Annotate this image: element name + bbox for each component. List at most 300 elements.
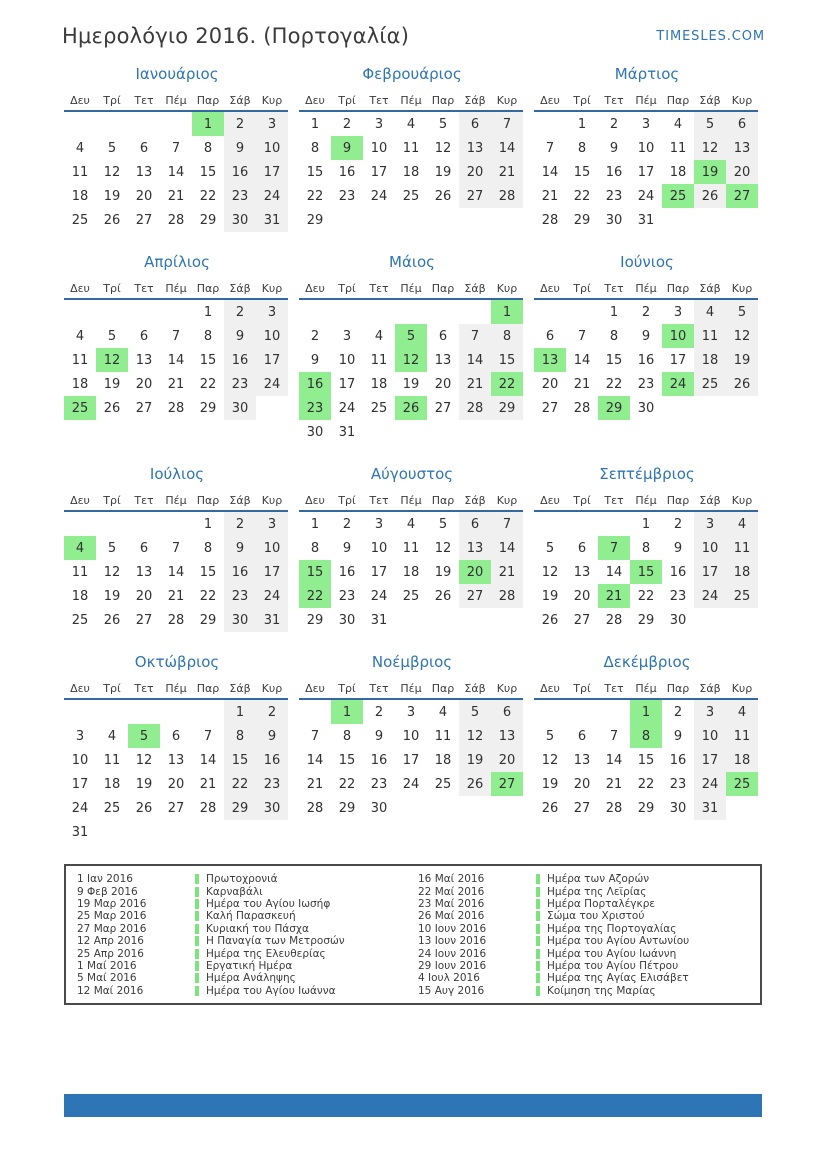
- holiday-marker-bar: [195, 911, 199, 921]
- legend-entry: [72, 898, 413, 910]
- empty-cell: [128, 111, 160, 136]
- day-cell: 28: [541, 212, 559, 228]
- day-header: Δευ: [64, 278, 96, 299]
- day-cell: 16: [224, 160, 256, 184]
- day-header: Πέμ: [395, 278, 427, 299]
- month-calendar: [534, 64, 760, 232]
- week-row: [299, 748, 523, 772]
- week-row: [299, 348, 523, 372]
- day-cell: 26: [103, 212, 121, 228]
- day-cell: 27: [573, 612, 591, 628]
- holiday-day-cell: 4: [64, 536, 96, 560]
- empty-cell: [459, 796, 491, 820]
- week-row: [64, 324, 288, 348]
- day-cell: 20: [573, 776, 591, 792]
- day-cell: 30: [306, 424, 324, 440]
- day-cell: 19: [402, 376, 420, 392]
- day-header: Τρί: [96, 490, 128, 511]
- holiday-marker-bar: [195, 949, 199, 959]
- empty-cell: [491, 420, 523, 444]
- day-cell: 12: [726, 324, 758, 348]
- holiday-marker-bar: [195, 961, 199, 971]
- day-cell: 15: [199, 352, 217, 368]
- day-cell: 2: [673, 704, 683, 720]
- day-header: Δευ: [64, 90, 96, 111]
- week-row: [64, 820, 288, 844]
- empty-cell: [427, 608, 459, 632]
- legend-entry: [72, 960, 413, 972]
- legend-entry-date: 26 Μαί 2016: [418, 910, 485, 923]
- day-cell: 9: [673, 728, 683, 744]
- empty-cell: [427, 796, 459, 820]
- week-row: [299, 160, 523, 184]
- day-cell: 25: [370, 400, 388, 416]
- day-header: Κυρ: [491, 678, 523, 699]
- day-cell: 8: [310, 140, 320, 156]
- day-cell: 21: [199, 776, 217, 792]
- week-row: [64, 184, 288, 208]
- legend-entry-date: 12 Απρ 2016: [77, 935, 144, 948]
- day-cell: 25: [434, 776, 452, 792]
- week-row: [64, 584, 288, 608]
- holiday-marker-bar: [195, 936, 199, 946]
- day-cell: 14: [573, 352, 591, 368]
- empty-cell: [427, 208, 459, 232]
- day-cell: 12: [434, 140, 452, 156]
- day-cell: 24: [694, 584, 726, 608]
- day-cell: 21: [459, 372, 491, 396]
- day-cell: 7: [491, 111, 523, 136]
- day-cell: 31: [256, 208, 288, 232]
- day-header: Παρ: [662, 490, 694, 511]
- day-cell: 6: [139, 328, 149, 344]
- week-row: [299, 299, 523, 324]
- week-row: [534, 796, 758, 820]
- day-cell: 17: [338, 376, 356, 392]
- day-cell: 16: [669, 564, 687, 580]
- day-header: Πέμ: [395, 90, 427, 111]
- day-cell: 28: [459, 396, 491, 420]
- day-cell: 1: [310, 116, 320, 132]
- legend-entry-name: Ημέρα του Αγίου Ιωσήφ: [206, 897, 331, 910]
- day-cell: 17: [669, 352, 687, 368]
- empty-cell: [256, 820, 288, 844]
- empty-cell: [566, 299, 598, 324]
- day-cell: 30: [605, 212, 623, 228]
- day-cell: 10: [256, 324, 288, 348]
- day-header: Σάβ: [459, 678, 491, 699]
- week-row: [299, 560, 523, 584]
- day-header: Δευ: [299, 490, 331, 511]
- day-cell: 9: [256, 724, 288, 748]
- day-cell: 11: [694, 324, 726, 348]
- day-cell: 14: [605, 752, 623, 768]
- day-cell: 22: [605, 376, 623, 392]
- day-cell: 13: [135, 164, 153, 180]
- day-cell: 6: [491, 699, 523, 724]
- day-cell: 24: [694, 772, 726, 796]
- day-cell: 11: [71, 564, 89, 580]
- day-header: Τρί: [566, 490, 598, 511]
- holiday-day-cell: 12: [395, 348, 427, 372]
- day-cell: 31: [338, 424, 356, 440]
- holiday-day-cell: 23: [299, 396, 331, 420]
- empty-cell: [96, 820, 128, 844]
- empty-cell: [128, 699, 160, 724]
- empty-cell: [566, 511, 598, 536]
- day-cell: 29: [199, 400, 217, 416]
- month-calendar: [299, 652, 525, 820]
- holiday-day-cell: 29: [598, 396, 630, 420]
- day-cell: 17: [370, 564, 388, 580]
- day-cell: 16: [605, 164, 623, 180]
- day-cell: 20: [434, 376, 452, 392]
- legend-entry-date: 1 Ιαν 2016: [77, 873, 133, 886]
- day-cell: 22: [199, 188, 217, 204]
- legend-entry-date: 16 Μαί 2016: [418, 873, 485, 886]
- week-row: [534, 608, 758, 632]
- holiday-marker-bar: [195, 973, 199, 983]
- day-cell: 20: [726, 160, 758, 184]
- day-cell: 16: [637, 352, 655, 368]
- empty-cell: [566, 699, 598, 724]
- footer-bar: [64, 1094, 762, 1117]
- empty-cell: [598, 511, 630, 536]
- day-cell: 27: [135, 400, 153, 416]
- day-cell: 22: [199, 588, 217, 604]
- day-cell: 14: [306, 752, 324, 768]
- legend-entry-date: 1 Μαί 2016: [77, 959, 137, 972]
- page-header: [0, 0, 827, 48]
- day-cell: 28: [573, 400, 591, 416]
- legend-entry-name: Ημέρα της Αγίας Ελισάβετ: [547, 972, 689, 985]
- holiday-marker-bar: [536, 887, 540, 897]
- day-header: Σάβ: [224, 490, 256, 511]
- holiday-day-cell: 25: [726, 772, 758, 796]
- day-header-row: [299, 278, 523, 299]
- day-cell: 11: [370, 352, 388, 368]
- day-cell: 30: [224, 208, 256, 232]
- day-cell: 15: [491, 348, 523, 372]
- empty-cell: [694, 396, 726, 420]
- day-header: Τετ: [128, 278, 160, 299]
- day-cell: 6: [139, 140, 149, 156]
- day-cell: 25: [402, 188, 420, 204]
- week-row: [299, 536, 523, 560]
- week-row: [299, 724, 523, 748]
- empty-cell: [534, 699, 566, 724]
- day-cell: 18: [669, 164, 687, 180]
- day-cell: 28: [306, 800, 324, 816]
- empty-cell: [256, 396, 288, 420]
- legend-entry-date: 19 Μαρ 2016: [77, 897, 147, 910]
- day-cell: 10: [694, 724, 726, 748]
- empty-cell: [192, 699, 224, 724]
- day-cell: 16: [256, 748, 288, 772]
- day-cell: 1: [203, 304, 213, 320]
- day-cell: 12: [103, 164, 121, 180]
- month-table: [64, 490, 288, 632]
- month-calendar: [64, 64, 290, 232]
- day-cell: 6: [459, 511, 491, 536]
- holiday-marker-bar: [195, 899, 199, 909]
- day-cell: 9: [342, 540, 352, 556]
- day-cell: 23: [256, 772, 288, 796]
- day-cell: 27: [167, 800, 185, 816]
- day-cell: 31: [71, 824, 89, 840]
- day-cell: 12: [541, 752, 559, 768]
- day-cell: 31: [637, 212, 655, 228]
- holiday-marker-bar: [536, 973, 540, 983]
- month-table: [64, 678, 288, 844]
- empty-cell: [427, 420, 459, 444]
- day-cell: 18: [71, 588, 89, 604]
- month-calendar: [64, 252, 290, 420]
- legend-entry-date: 23 Μαί 2016: [418, 897, 485, 910]
- week-row: [299, 699, 523, 724]
- day-cell: 13: [459, 136, 491, 160]
- day-header: Τρί: [566, 678, 598, 699]
- legend-entry-name: Ημέρα του Αγίου Αντωνίου: [547, 935, 690, 948]
- legend-entry: [413, 910, 754, 922]
- brand-link[interactable]: TIMESLES.COM: [656, 29, 765, 44]
- day-cell: 3: [374, 116, 384, 132]
- month-calendar: [534, 252, 760, 420]
- day-cell: 7: [491, 511, 523, 536]
- day-cell: 21: [573, 376, 591, 392]
- day-header: Δευ: [64, 490, 96, 511]
- empty-cell: [160, 111, 192, 136]
- month-title: Φεβρουάριος: [362, 65, 462, 83]
- day-cell: 13: [726, 136, 758, 160]
- day-header: Παρ: [427, 278, 459, 299]
- week-row: [534, 299, 758, 324]
- legend-entry-date: 15 Αυγ 2016: [418, 984, 485, 997]
- month-calendar: [534, 464, 760, 632]
- day-cell: 2: [224, 511, 256, 536]
- day-cell: 29: [306, 612, 324, 628]
- day-cell: 28: [491, 184, 523, 208]
- legend-entry: [413, 885, 754, 897]
- day-header: Σάβ: [224, 278, 256, 299]
- holiday-day-cell: 8: [630, 724, 662, 748]
- empty-cell: [299, 699, 331, 724]
- day-cell: 29: [637, 800, 655, 816]
- day-cell: 29: [306, 212, 324, 228]
- day-cell: 19: [434, 564, 452, 580]
- day-cell: 10: [370, 540, 388, 556]
- day-cell: 17: [71, 776, 89, 792]
- empty-cell: [96, 299, 128, 324]
- week-row: [299, 796, 523, 820]
- empty-cell: [395, 420, 427, 444]
- day-cell: 13: [434, 352, 452, 368]
- day-cell: 11: [71, 352, 89, 368]
- day-cell: 9: [609, 140, 619, 156]
- day-cell: 6: [577, 728, 587, 744]
- day-cell: 3: [406, 704, 416, 720]
- day-header: Παρ: [427, 490, 459, 511]
- day-cell: 1: [609, 304, 619, 320]
- holiday-day-cell: 7: [598, 536, 630, 560]
- day-cell: 28: [491, 584, 523, 608]
- month-title: Απρίλιος: [144, 253, 210, 271]
- week-row: [534, 111, 758, 136]
- holiday-marker-bar: [536, 986, 540, 996]
- page-title: Ημερολόγιο 2016. (Πορτογαλία): [62, 24, 410, 48]
- day-header: Δευ: [534, 90, 566, 111]
- empty-cell: [224, 820, 256, 844]
- month-table: [299, 678, 523, 820]
- day-cell: 21: [491, 160, 523, 184]
- day-cell: 10: [370, 140, 388, 156]
- holiday-marker-bar: [195, 874, 199, 884]
- day-cell: 8: [203, 328, 213, 344]
- day-cell: 9: [310, 352, 320, 368]
- legend-entry: [413, 972, 754, 984]
- holiday-day-cell: 26: [395, 396, 427, 420]
- month-calendar: [299, 464, 525, 632]
- day-header: Τετ: [363, 490, 395, 511]
- month-title: Ιούνιος: [620, 253, 674, 271]
- holiday-day-cell: 15: [299, 560, 331, 584]
- empty-cell: [726, 208, 758, 232]
- day-header-row: [64, 278, 288, 299]
- day-cell: 1: [577, 116, 587, 132]
- legend-entry-name: Σώμα του Χριστού: [547, 910, 645, 923]
- day-cell: 22: [573, 188, 591, 204]
- day-cell: 4: [726, 511, 758, 536]
- holiday-day-cell: 1: [630, 699, 662, 724]
- legend-entry-date: 12 Μαί 2016: [77, 984, 144, 997]
- day-cell: 4: [107, 728, 117, 744]
- month-title: Αύγουστος: [370, 465, 454, 483]
- day-cell: 8: [641, 540, 651, 556]
- day-cell: 15: [199, 164, 217, 180]
- week-row: [299, 396, 523, 420]
- holiday-day-cell: 13: [534, 348, 566, 372]
- day-cell: 19: [103, 588, 121, 604]
- day-cell: 19: [726, 348, 758, 372]
- day-cell: 24: [338, 400, 356, 416]
- day-header: Πέμ: [160, 90, 192, 111]
- empty-cell: [459, 420, 491, 444]
- legend-entry-name: Εργατική Ημέρα: [206, 959, 293, 972]
- day-header: Κυρ: [726, 678, 758, 699]
- day-cell: 11: [103, 752, 121, 768]
- legend-entry-name: Ημέρα της Ελευθερίας: [206, 947, 326, 960]
- week-row: [299, 584, 523, 608]
- day-cell: 15: [573, 164, 591, 180]
- day-cell: 26: [135, 800, 153, 816]
- week-row: [534, 536, 758, 560]
- day-header: Τρί: [331, 490, 363, 511]
- day-cell: 29: [338, 800, 356, 816]
- day-cell: 3: [694, 699, 726, 724]
- week-row: [534, 748, 758, 772]
- day-header: Δευ: [299, 678, 331, 699]
- day-cell: 10: [694, 536, 726, 560]
- week-row: [299, 372, 523, 396]
- empty-cell: [662, 208, 694, 232]
- legend-entry-date: 24 Ιουν 2016: [418, 947, 487, 960]
- day-cell: 21: [167, 188, 185, 204]
- day-cell: 26: [694, 184, 726, 208]
- empty-cell: [96, 699, 128, 724]
- day-cell: 4: [726, 699, 758, 724]
- day-header: Τετ: [598, 278, 630, 299]
- day-cell: 27: [573, 800, 591, 816]
- day-header: Παρ: [192, 90, 224, 111]
- legend-col-1: [72, 873, 413, 997]
- day-header: Κυρ: [726, 490, 758, 511]
- day-header: Σάβ: [694, 678, 726, 699]
- legend-entry: [72, 972, 413, 984]
- day-cell: 10: [402, 728, 420, 744]
- day-cell: 14: [491, 536, 523, 560]
- day-header: Σάβ: [694, 90, 726, 111]
- month-title: Μάιος: [389, 253, 435, 271]
- empty-cell: [694, 608, 726, 632]
- day-cell: 22: [306, 188, 324, 204]
- day-cell: 18: [402, 164, 420, 180]
- day-header: Τρί: [566, 90, 598, 111]
- holiday-day-cell: 24: [662, 372, 694, 396]
- day-header: Τρί: [331, 90, 363, 111]
- day-cell: 16: [224, 348, 256, 372]
- week-row: [534, 372, 758, 396]
- day-cell: 18: [402, 564, 420, 580]
- day-cell: 11: [669, 140, 687, 156]
- day-cell: 7: [171, 140, 181, 156]
- legend-entry-name: Ημέρα της Λεϊρίας: [547, 885, 647, 898]
- week-row: [534, 136, 758, 160]
- empty-cell: [395, 299, 427, 324]
- empty-cell: [96, 111, 128, 136]
- day-cell: 9: [224, 536, 256, 560]
- day-header: Πέμ: [160, 278, 192, 299]
- legend-entry-date: 5 Μαί 2016: [77, 972, 137, 985]
- week-row: [64, 136, 288, 160]
- day-header: Σάβ: [694, 490, 726, 511]
- day-cell: 8: [342, 728, 352, 744]
- legend-entry-date: 4 Ιουλ 2016: [418, 972, 480, 985]
- empty-cell: [534, 511, 566, 536]
- legend-entry-date: 25 Απρ 2016: [77, 947, 144, 960]
- day-cell: 21: [306, 776, 324, 792]
- day-cell: 26: [103, 400, 121, 416]
- day-cell: 8: [203, 540, 213, 556]
- holiday-day-cell: 25: [662, 184, 694, 208]
- day-cell: 22: [224, 772, 256, 796]
- day-cell: 29: [573, 212, 591, 228]
- day-cell: 5: [545, 728, 555, 744]
- empty-cell: [128, 299, 160, 324]
- day-cell: 17: [637, 164, 655, 180]
- holiday-marker-bar: [536, 936, 540, 946]
- day-cell: 23: [224, 584, 256, 608]
- week-row: [534, 772, 758, 796]
- month-title: Οκτώβριος: [134, 653, 220, 671]
- holiday-marker-bar: [195, 986, 199, 996]
- day-cell: 4: [374, 328, 384, 344]
- week-row: [299, 208, 523, 232]
- month-table: [534, 678, 758, 820]
- day-cell: 13: [459, 536, 491, 560]
- month-table: [64, 278, 288, 420]
- day-cell: 24: [256, 584, 288, 608]
- day-cell: 5: [107, 540, 117, 556]
